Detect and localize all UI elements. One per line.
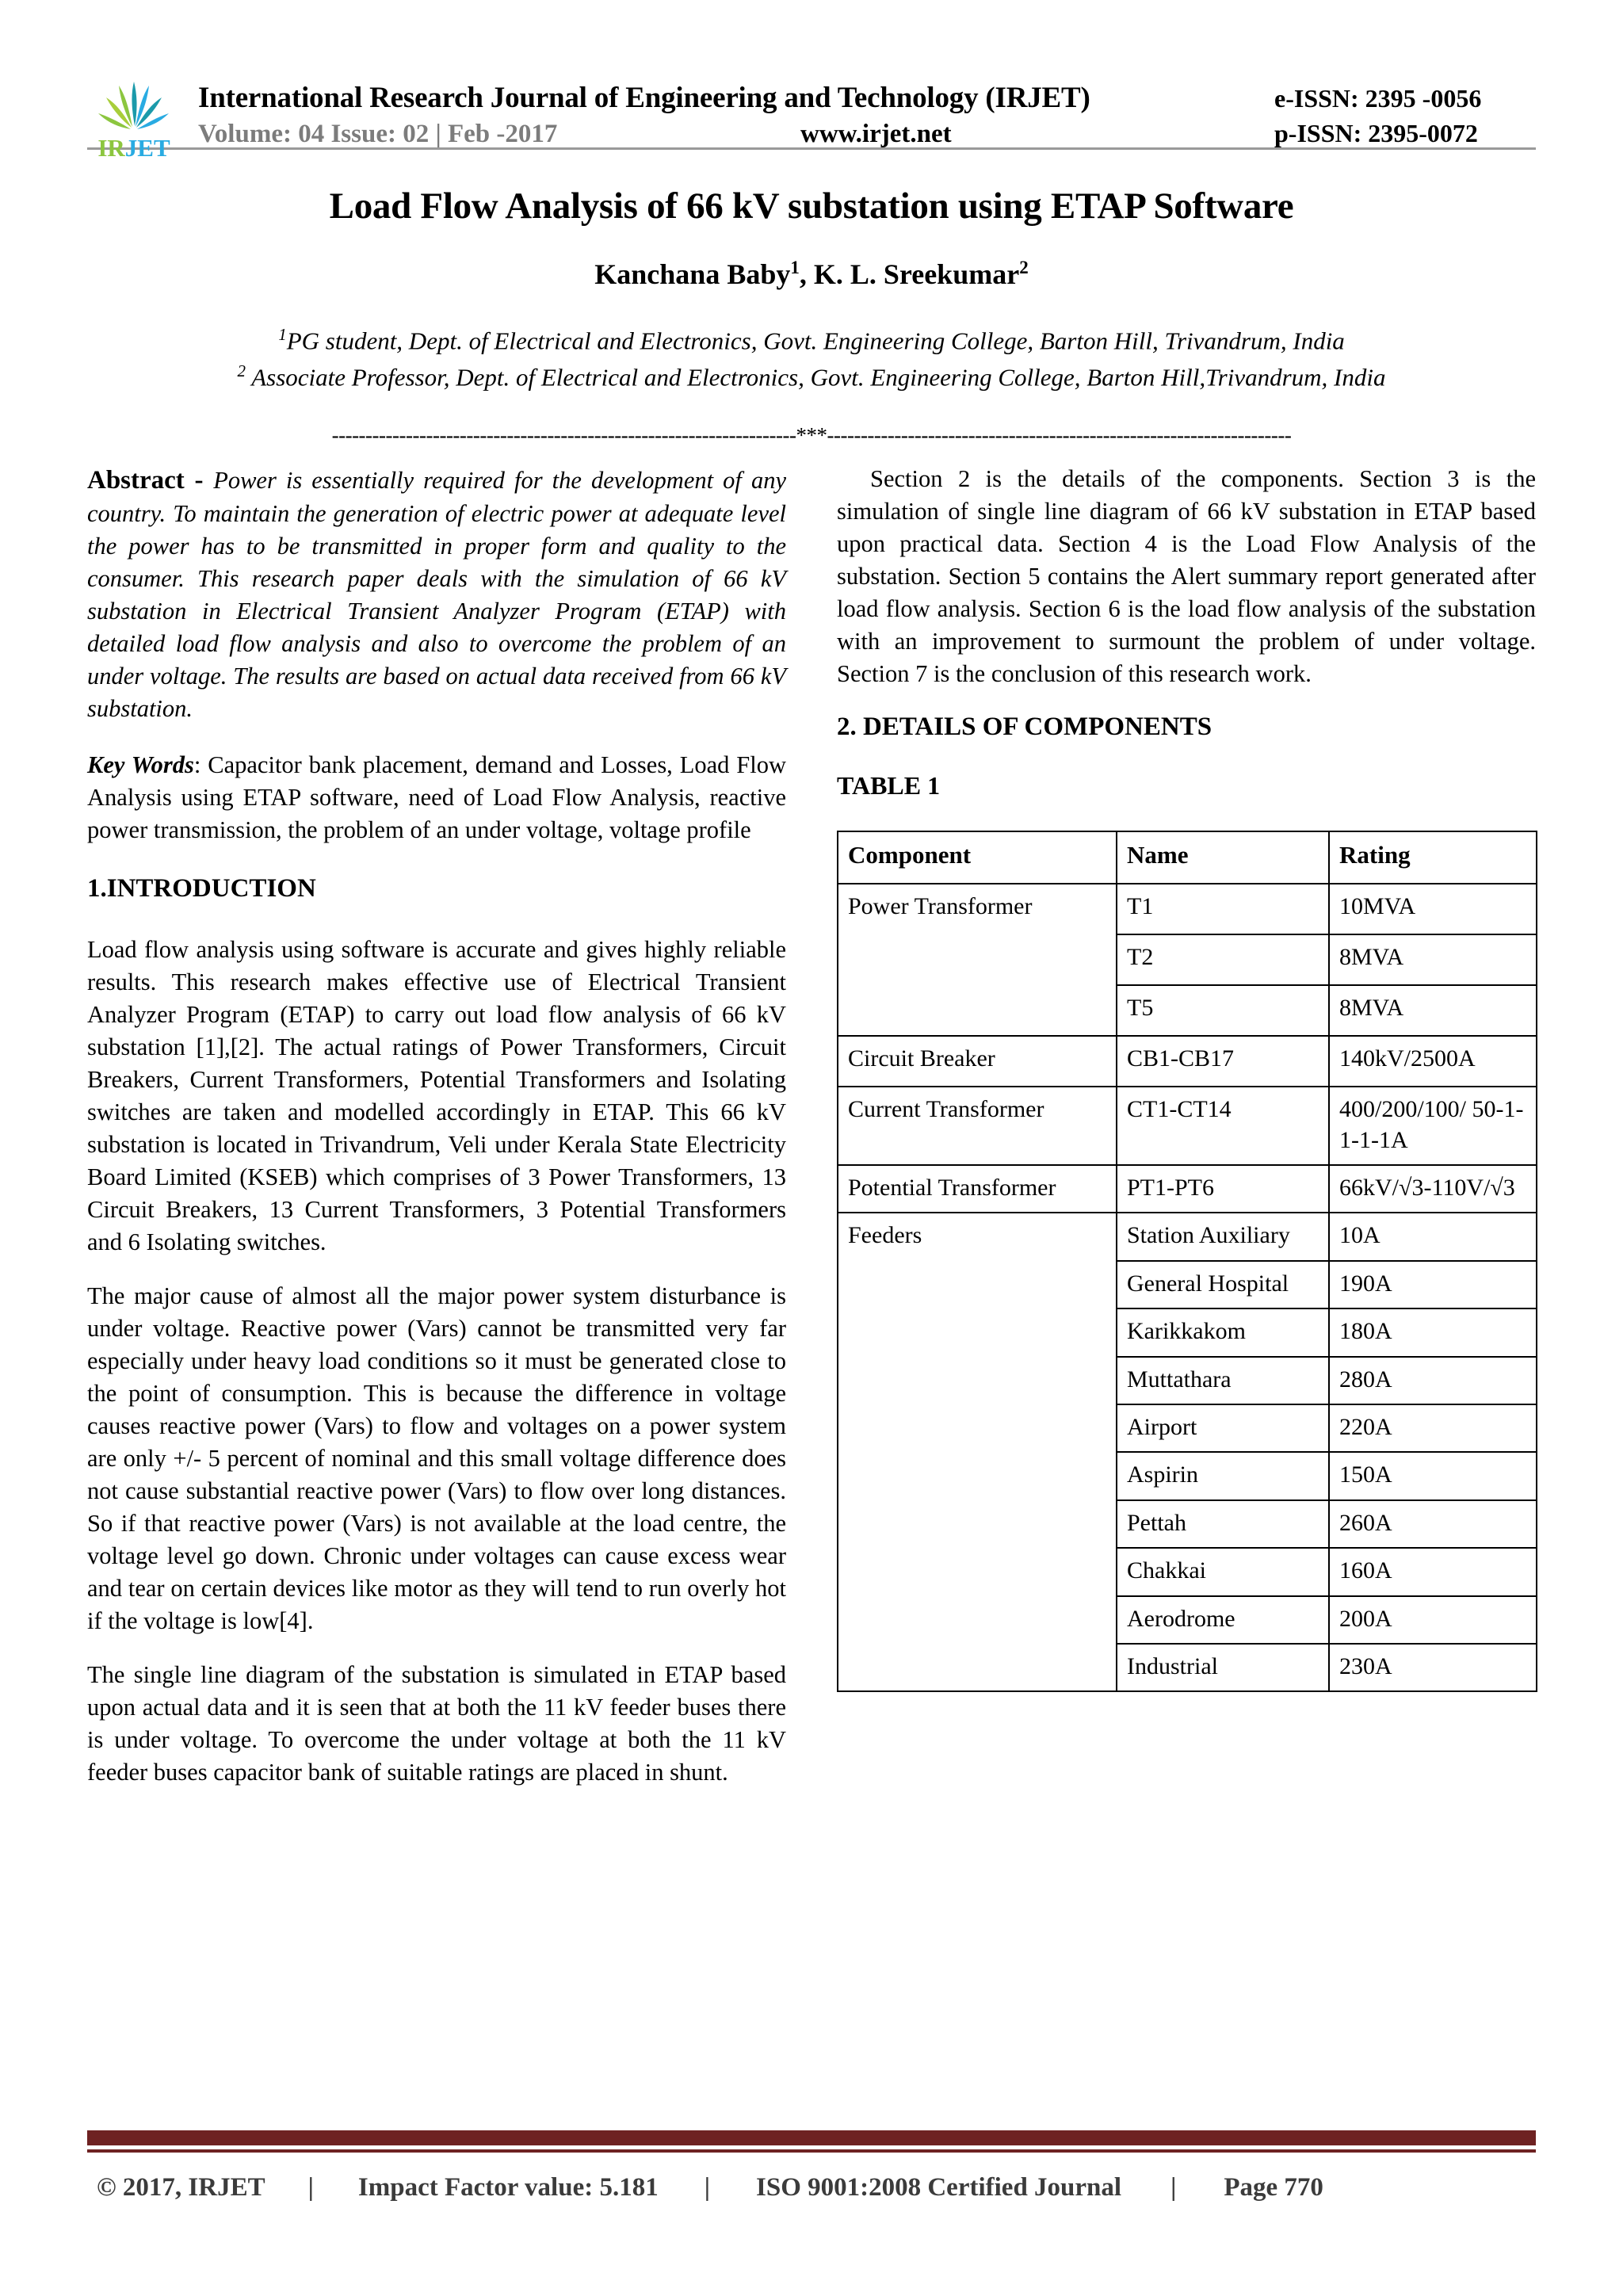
affiliation-1-text: PG student, Dept. of Electrical and Electronics, Govt. Engineering College, Barton Hill, Trivandrum, India (286, 327, 1345, 355)
keywords-paragraph (87, 749, 786, 846)
cell-name: Muttathara (1117, 1357, 1329, 1404)
table-header-rating: Rating (1329, 831, 1537, 884)
cell-name: CB1-CB17 (1117, 1036, 1329, 1087)
affiliation-1-superscript: 1 (278, 325, 287, 344)
heading-introduction: 1.INTRODUCTION (87, 874, 316, 904)
heading-details-of-components: 2. DETAILS OF COMPONENTS (837, 712, 1212, 741)
footer-impact-factor: Impact Factor value: 5.181 (357, 2173, 659, 2202)
footer-copyright: © 2017, IRJET (97, 2173, 265, 2202)
table-row (838, 1087, 1537, 1165)
table-row (838, 884, 1537, 934)
journal-website[interactable]: www.irjet.net (800, 119, 952, 148)
cell-rating: 140kV/2500A (1329, 1036, 1537, 1087)
footer-separator-3: | (1170, 2173, 1177, 2202)
cell-name: CT1-CT14 (1117, 1087, 1329, 1165)
cell-name: Karikkakom (1117, 1308, 1329, 1356)
footer-iso-certification: ISO 9001:2008 Certified Journal (756, 2173, 1122, 2202)
cell-name: Chakkai (1117, 1548, 1329, 1595)
affiliation-2-superscript: 2 (237, 361, 246, 381)
author-1: Kanchana Baby (594, 258, 791, 290)
abstract-text: Power is essentially required for the development of any country. To maintain the generation of electric power at adequate level the power has to be transmitted in proper form and quality to the consumer. This research paper deals with the simulation of 66 kV substation in Electrical Transient Analyzer Program (ETAP) with detailed load flow analysis and also to overcome the problem of an under voltage. The results are based on actual data received from 66 kV substation. (87, 466, 786, 722)
cell-component: Potential Transformer (838, 1165, 1117, 1213)
cell-component: Circuit Breaker (838, 1036, 1117, 1087)
cell-rating: 8MVA (1329, 985, 1537, 1036)
keywords-separator: : (193, 751, 208, 779)
cell-rating: 400/200/100/ 50-1-1-1-1A (1329, 1087, 1537, 1165)
cell-component: Feeders (838, 1213, 1117, 1691)
cell-rating: 200A (1329, 1596, 1537, 1644)
cell-name: PT1-PT6 (1117, 1165, 1329, 1213)
cell-rating: 180A (1329, 1308, 1537, 1356)
cell-rating: 230A (1329, 1644, 1537, 1691)
table-header-component: Component (838, 831, 1117, 884)
cell-name: T1 (1117, 884, 1329, 934)
cell-rating: 10MVA (1329, 884, 1537, 934)
cell-name: General Hospital (1117, 1261, 1329, 1308)
p-issn: p-ISSN: 2395-0072 (1274, 118, 1478, 147)
cell-rating: 10A (1329, 1213, 1537, 1260)
table-header-row (838, 831, 1537, 884)
masthead-row-top (198, 79, 1536, 117)
cell-rating: 150A (1329, 1452, 1537, 1499)
table-row (838, 1036, 1537, 1087)
affiliation-1 (87, 323, 1536, 359)
footer-bar-thick (87, 2130, 1536, 2145)
e-issn: e-ISSN: 2395 -0056 (1274, 84, 1482, 113)
footer-separator-1: | (307, 2173, 314, 2202)
cell-name: Airport (1117, 1404, 1329, 1452)
table-row (838, 1213, 1537, 1260)
cell-component: Current Transformer (838, 1087, 1117, 1165)
section-divider: ---------------------------------------------------------------------***--------------------------------------------------------------------- (331, 424, 1292, 447)
cell-rating: 280A (1329, 1357, 1537, 1404)
affiliation-2 (87, 359, 1536, 395)
masthead-text-block (198, 79, 1536, 151)
sections-overview-text: Section 2 is the details of the components. Section 3 is the simulation of single line diagram of 66 kV substation in ETAP based upon practical data. Section 4 is the Load Flow Analysis of the substation. Section 5 contains the Alert summary report generated after load flow analysis. Section 6 is the load flow analysis of the substation with an improvement to surmount the problem of under voltage. Section 7 is the conclusion of this research work. (837, 464, 1536, 687)
page-title: Load Flow Analysis of 66 kV substation using ETAP Software (329, 185, 1294, 227)
volume-issue: Volume: 04 Issue: 02 | Feb -2017 (198, 119, 558, 148)
two-column-body (87, 463, 1536, 1811)
affiliations (87, 323, 1536, 396)
cell-rating: 260A (1329, 1500, 1537, 1548)
footer-bar-thin (87, 2149, 1536, 2153)
author-list (87, 258, 1536, 291)
table-header-name: Name (1117, 831, 1329, 884)
cell-name: Station Auxiliary (1117, 1213, 1329, 1260)
footer-separator-2: | (704, 2173, 710, 2202)
table-row (838, 1165, 1537, 1213)
author-2-superscript: 2 (1019, 258, 1029, 277)
left-column (87, 463, 786, 1811)
intro-paragraph-3: The single line diagram of the substation is simulated in ETAP based upon actual data and it is seen that at both the 11 kV feeder buses there is under voltage. To overcome the under voltage at both the 11 kV feeder buses capacitor bank of suitable ratings are placed in shunt. (87, 1660, 786, 1786)
intro-paragraph-2: The major cause of almost all the major power system disturbance is under voltage. Reactive power (Vars) cannot be transmitted very far especially under heavy load conditions so it must be generated close to the point of consumption. This is because the difference in voltage causes reactive power (Vars) to flow and voltages on a power system are only +/- 5 percent of nominal and this small voltage difference does not cause substantial reactive power (Vars) to flow over long distances. So if that reactive power (Vars) is not available at the load centre, the voltage level go down. Chronic under voltages can cause excess wear and tear on certain devices like motor as they will tend to run overly hot if the voltage is low[4]. (87, 1282, 786, 1634)
svg-text:IRJET: IRJET (97, 134, 170, 162)
footer-page-number: Page 770 (1224, 2173, 1323, 2202)
right-column (837, 463, 1536, 1693)
cell-name: Aspirin (1117, 1452, 1329, 1499)
table-caption: TABLE 1 (837, 771, 941, 800)
cell-name: Aerodrome (1117, 1596, 1329, 1644)
intro-paragraph-1: Load flow analysis using software is accurate and gives highly reliable results. This research makes effective use of Electrical Transient Analyzer Program (ETAP) to carry out load flow analysis of 66 kV substation [1],[2]. The actual ratings of Power Transformers, Circuit Breakers, Current Transformers, Potential Transformers and Isolating switches are taken and modelled accordingly in ETAP. This 66 kV substation is located in Trivandrum, Veli under Kerala State Electricity Board Limited (KSEB) which comprises of 3 Power Transformers, 13 Circuit Breakers, 13 Current Transformers, 3 Potential Transformers and 6 Isolating switches. (87, 935, 786, 1255)
cell-rating: 220A (1329, 1404, 1537, 1452)
cell-rating: 160A (1329, 1548, 1537, 1595)
keywords-label: Key Words (87, 751, 194, 779)
abstract-paragraph (87, 463, 786, 725)
cell-name: Industrial (1117, 1644, 1329, 1691)
irjet-logo (87, 64, 181, 166)
components-table (837, 831, 1537, 1692)
journal-title: International Research Journal of Engineering and Technology (IRJET) (198, 82, 1090, 115)
cell-rating: 66kV/√3-110V/√3 (1329, 1165, 1537, 1213)
cell-name: T5 (1117, 985, 1329, 1036)
author-2: , K. L. Sreekumar (799, 258, 1020, 290)
cell-rating: 8MVA (1329, 934, 1537, 985)
journal-masthead (87, 0, 1536, 162)
page-footer (87, 2130, 1536, 2202)
cell-name: Pettah (1117, 1500, 1329, 1548)
cell-name: T2 (1117, 934, 1329, 985)
affiliation-2-text: Associate Professor, Dept. of Electrical and Electronics, Govt. Engineering College, Barton Hill,Trivandrum, India (246, 363, 1386, 392)
sections-overview-paragraph (837, 463, 1536, 690)
masthead-row-bottom (198, 117, 1536, 151)
footer-text-row (87, 2173, 1536, 2202)
author-1-superscript: 1 (790, 258, 800, 277)
abstract-label: Abstract - (87, 465, 214, 495)
cell-rating: 190A (1329, 1261, 1537, 1308)
keywords-text: Capacitor bank placement, demand and Losses, Load Flow Analysis using ETAP software, need of Load Flow Analysis, reactive power transmission, the problem of an under voltage, voltage profile (87, 751, 786, 844)
cell-component: Power Transformer (838, 884, 1117, 1036)
